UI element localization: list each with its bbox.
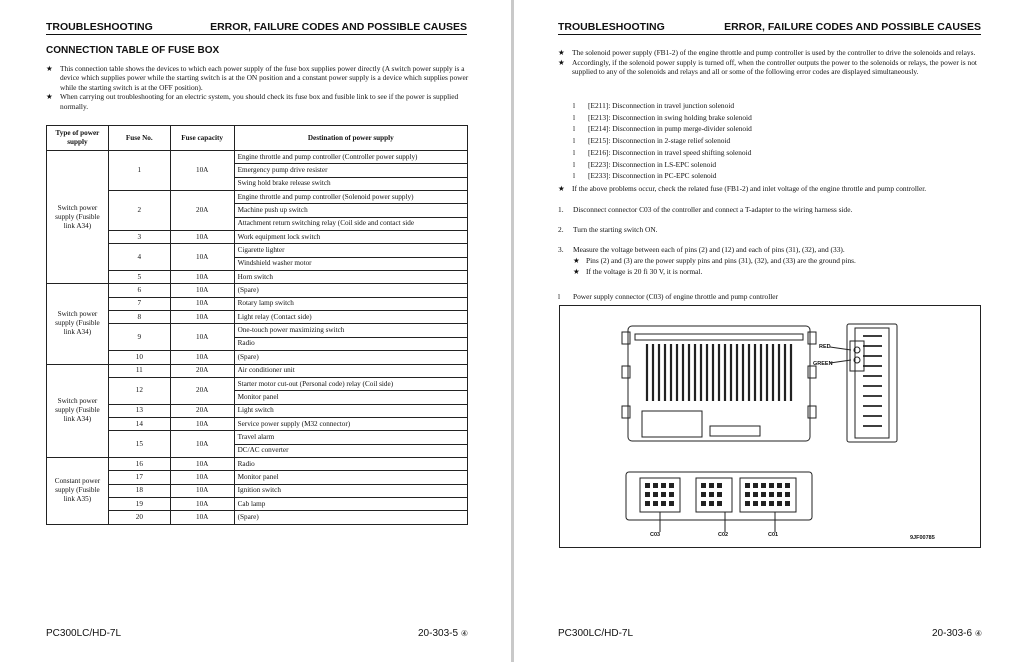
connector-figure — [559, 305, 981, 548]
destination: Attachment return switching relay (Coil side and contact side — [234, 217, 467, 230]
error-code-list — [573, 100, 973, 182]
fuse-no: 8 — [108, 311, 170, 324]
bullet-icon: l — [573, 136, 576, 146]
star-icon: ★ — [558, 48, 565, 57]
table-row — [47, 244, 468, 257]
figure-caption: l Power supply connector (C03) of engine throttle and pump controller — [558, 292, 779, 301]
table-row — [47, 297, 468, 310]
fuse-capacity: 10A — [170, 431, 234, 458]
list-item: l [E215]: Disconnection in 2-stage relief solenoid — [573, 136, 731, 146]
fuse-capacity: 10A — [170, 471, 234, 484]
destination: Light switch — [234, 404, 467, 417]
fuse-no: 20 — [108, 511, 170, 524]
table-row — [47, 497, 468, 510]
destination: Starter motor cut-out (Personal code) relay (Coil side) — [234, 377, 467, 390]
footer-page-number: 20-303-6 ④ — [932, 628, 982, 639]
destination: Cigarette lighter — [234, 244, 467, 257]
table-row — [47, 404, 468, 417]
bullet-icon: l — [573, 159, 576, 169]
fuse-no: 5 — [108, 271, 170, 284]
footer-page-number: 20-303-5 ④ — [418, 628, 468, 639]
table-row — [47, 351, 468, 364]
fuse-no: 9 — [108, 324, 170, 351]
list-item: l [E211]: Disconnection in travel junction solenoid — [573, 101, 735, 110]
bullet-icon: l — [573, 112, 576, 122]
destination: Travel alarm — [234, 431, 467, 444]
note-item: ★ Accordingly, if the solenoid power supply is turned off, when the controller outputs the power to the solenoids or relays, the power is not supplied to any of the solenoids and relays and all or some of the following error codes are displayed simultaneously. — [558, 57, 977, 77]
destination: Swing hold brake release switch — [234, 177, 467, 190]
power-supply-type: Switch power supply (Fusible link A34) — [47, 151, 109, 284]
table-header-row — [47, 126, 468, 151]
destination: Horn switch — [234, 271, 467, 284]
fuse-capacity: 10A — [170, 311, 234, 324]
fuse-no: 2 — [108, 191, 170, 231]
note-item: ★ When carrying out troubleshooting for an electric system, you should check its fuse box and fusible link to see if the power is supplied normally. — [46, 92, 459, 111]
destination: Machine push up switch — [234, 204, 467, 217]
header-section: TROUBLESHOOTING — [46, 21, 153, 33]
destination: Windshield washer motor — [234, 257, 467, 270]
revision-mark-icon: ④ — [460, 629, 468, 638]
destination: Engine throttle and pump controller (Controller power supply) — [234, 151, 467, 164]
fuse-capacity: 20A — [170, 191, 234, 231]
fuse-capacity: 20A — [170, 377, 234, 404]
fuse-capacity: 10A — [170, 244, 234, 271]
bullet-icon: l — [573, 101, 576, 110]
table-row — [47, 191, 468, 204]
fuse-capacity: 10A — [170, 151, 234, 191]
fuse-no: 15 — [108, 431, 170, 458]
table-row — [47, 471, 468, 484]
fuse-no: 11 — [108, 364, 170, 377]
fuse-capacity: 20A — [170, 364, 234, 377]
page-header — [558, 21, 981, 35]
list-item: l [E214]: Disconnection in pump merge-divider solenoid — [573, 124, 752, 134]
label-green: GREEN — [813, 361, 833, 367]
label-c03: C03 — [650, 532, 661, 538]
fuse-no: 16 — [108, 457, 170, 470]
column-header: Fuse capacity — [170, 126, 234, 151]
table-row — [47, 231, 468, 244]
destination: Radio — [234, 457, 467, 470]
star-icon: ★ — [573, 267, 580, 276]
table-row — [47, 484, 468, 497]
right-page — [514, 0, 1024, 662]
fuse-capacity: 10A — [170, 511, 234, 524]
fuse-connection-table — [46, 125, 468, 525]
fuse-capacity: 10A — [170, 271, 234, 284]
fuse-capacity: 10A — [170, 297, 234, 310]
column-header: Type of power supply — [47, 126, 109, 151]
power-supply-type: Switch power supply (Fusible link A34) — [47, 284, 109, 364]
bullet-icon: l — [573, 124, 576, 134]
list-item: l [E213]: Disconnection in swing holding brake solenoid — [573, 112, 752, 122]
destination: One-touch power maximizing switch — [234, 324, 467, 337]
table-row — [47, 457, 468, 470]
column-header: Fuse No. — [108, 126, 170, 151]
destination: Engine throttle and pump controller (Solenoid power supply) — [234, 191, 467, 204]
destination: Monitor panel — [234, 471, 467, 484]
table-row — [47, 364, 468, 377]
destination: Monitor panel — [234, 391, 467, 404]
step-3: 3. Measure the voltage between each of pins (2) and (12) and each of pins (31), (32), and (33). — [558, 245, 845, 254]
power-supply-type: Switch power supply (Fusible link A34) — [47, 364, 109, 457]
destination: DC/AC converter — [234, 444, 467, 457]
table-row — [47, 511, 468, 524]
step-note: ★ Pins (2) and (3) are the power supply pins and pins (31), (32), and (33) are the ground pins. — [573, 256, 856, 265]
destination: (Spare) — [234, 284, 467, 297]
section-title: CONNECTION TABLE OF FUSE BOX — [46, 45, 220, 56]
bullet-icon: l — [573, 147, 576, 157]
destination: Service power supply (M32 connector) — [234, 417, 467, 430]
step-2: 2. Turn the starting switch ON. — [558, 225, 658, 234]
fuse-no: 6 — [108, 284, 170, 297]
footer-model: PC300LC/HD-7L — [558, 628, 634, 639]
solenoid-notes — [558, 48, 988, 77]
fuse-capacity: 10A — [170, 351, 234, 364]
controller-drawing — [560, 306, 980, 547]
destination: (Spare) — [234, 351, 467, 364]
fuse-no: 12 — [108, 377, 170, 404]
step-note: ★ If the voltage is 20 fi 30 V, it is normal. — [573, 267, 703, 276]
page-header — [46, 21, 467, 35]
table-row — [47, 324, 468, 337]
table-row — [47, 431, 468, 444]
intro-notes — [46, 64, 470, 111]
destination: Radio — [234, 337, 467, 350]
table-row — [47, 377, 468, 390]
header-title: ERROR, FAILURE CODES AND POSSIBLE CAUSES — [210, 21, 467, 33]
fuse-no: 17 — [108, 471, 170, 484]
label-c02: C02 — [718, 532, 729, 538]
header-section: TROUBLESHOOTING — [558, 21, 665, 33]
fuse-capacity: 10A — [170, 284, 234, 297]
destination: Light relay (Contact side) — [234, 311, 467, 324]
fuse-capacity: 10A — [170, 484, 234, 497]
note-item: ★ The solenoid power supply (FB1-2) of the engine throttle and pump controller is used by the controller to drive the solenoids and relays. — [558, 48, 976, 57]
revision-mark-icon: ④ — [974, 629, 982, 638]
footer-model: PC300LC/HD-7L — [46, 628, 122, 639]
star-icon: ★ — [573, 256, 580, 265]
step-1: 1. Disconnect connector C03 of the controller and connect a T-adapter to the wiring harness side. — [558, 205, 853, 214]
fuse-no: 10 — [108, 351, 170, 364]
column-header: Destination of power supply — [234, 126, 467, 151]
fuse-no: 14 — [108, 417, 170, 430]
list-item: l [E223]: Disconnection in LS-EPC solenoid — [573, 159, 717, 169]
bullet-icon: l — [573, 171, 576, 181]
fuse-capacity: 10A — [170, 417, 234, 430]
table-row — [47, 417, 468, 430]
label-c01: C01 — [768, 532, 779, 538]
destination: Cab lamp — [234, 497, 467, 510]
fuse-no: 3 — [108, 231, 170, 244]
table-row — [47, 151, 468, 164]
fuse-capacity: 10A — [170, 324, 234, 351]
check-note: ★ If the above problems occur, check the related fuse (FB1-2) and inlet voltage of the engine throttle and pump controller. — [558, 184, 927, 193]
fuse-no: 13 — [108, 404, 170, 417]
destination: Emergency pump drive resister — [234, 164, 467, 177]
power-supply-type: Constant power supply (Fusible link A35) — [47, 457, 109, 524]
star-icon: ★ — [558, 184, 565, 193]
star-icon: ★ — [46, 64, 53, 73]
bullet-icon: l — [558, 292, 561, 301]
note-item: ★ This connection table shows the devices to which each power supply of the fuse box supplies power directly (A switch power supply is a device which supplies power while the starting switch is at the ON position and a constant power supply is a device which supplies power while the starting switch is at the OFF position). — [46, 64, 469, 92]
fuse-capacity: 10A — [170, 497, 234, 510]
table-row — [47, 284, 468, 297]
left-page — [0, 0, 511, 662]
fuse-no: 1 — [108, 151, 170, 191]
fuse-no: 4 — [108, 244, 170, 271]
star-icon: ★ — [558, 57, 565, 67]
destination: Work equipment lock switch — [234, 231, 467, 244]
fuse-capacity: 10A — [170, 457, 234, 470]
fuse-capacity: 10A — [170, 231, 234, 244]
list-item: l [E216]: Disconnection in travel speed shifting solenoid — [573, 147, 752, 157]
fuse-no: 18 — [108, 484, 170, 497]
table-row — [47, 311, 468, 324]
fuse-no: 7 — [108, 297, 170, 310]
fuse-capacity: 20A — [170, 404, 234, 417]
destination: Air conditioner unit — [234, 364, 467, 377]
fuse-no: 19 — [108, 497, 170, 510]
destination: Rotary lamp switch — [234, 297, 467, 310]
header-title: ERROR, FAILURE CODES AND POSSIBLE CAUSES — [724, 21, 981, 33]
label-red: RED — [819, 344, 831, 350]
figure-reference: 9JF00785 — [910, 535, 935, 541]
star-icon: ★ — [46, 92, 53, 102]
destination: Ignition switch — [234, 484, 467, 497]
list-item: l [E233]: Disconnection in PC-EPC solenoid — [573, 171, 717, 181]
table-row — [47, 271, 468, 284]
destination: (Spare) — [234, 511, 467, 524]
